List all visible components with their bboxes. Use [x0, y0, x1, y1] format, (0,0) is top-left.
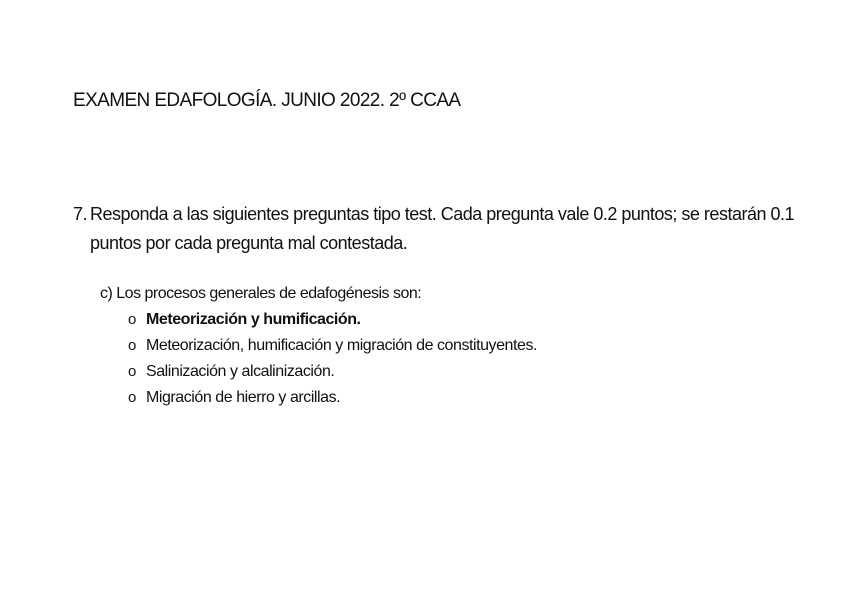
answer-option-text: Migración de hierro y arcillas.: [146, 389, 341, 406]
answer-option-2: [128, 337, 537, 363]
exam-title: EXAMEN EDAFOLOGÍA. JUNIO 2022. 2º CCAA: [73, 90, 461, 111]
subquestion-c: c) Los procesos generales de edafogénesis son:: [100, 285, 422, 302]
bullet-icon: o: [128, 337, 136, 354]
bullet-icon: o: [128, 363, 136, 380]
question-7: [73, 200, 813, 258]
question-text: Responda a las siguientes preguntas tipo test. Cada pregunta vale 0.2 puntos; se restarán 0.1 puntos por cada pregunta mal contestada.: [90, 204, 794, 253]
question-number: 7.: [73, 204, 88, 224]
bullet-icon: o: [128, 389, 136, 406]
answer-option-text: Meteorización y humificación.: [146, 311, 361, 328]
answer-option-3: [128, 363, 537, 389]
answer-option-1: [128, 311, 537, 337]
bullet-icon: o: [128, 311, 136, 328]
answer-option-text: Salinización y alcalinización.: [146, 363, 335, 380]
answer-option-4: [128, 389, 537, 415]
answer-options-list: [128, 311, 537, 415]
answer-option-text: Meteorización, humificación y migración de constituyentes.: [146, 337, 537, 354]
